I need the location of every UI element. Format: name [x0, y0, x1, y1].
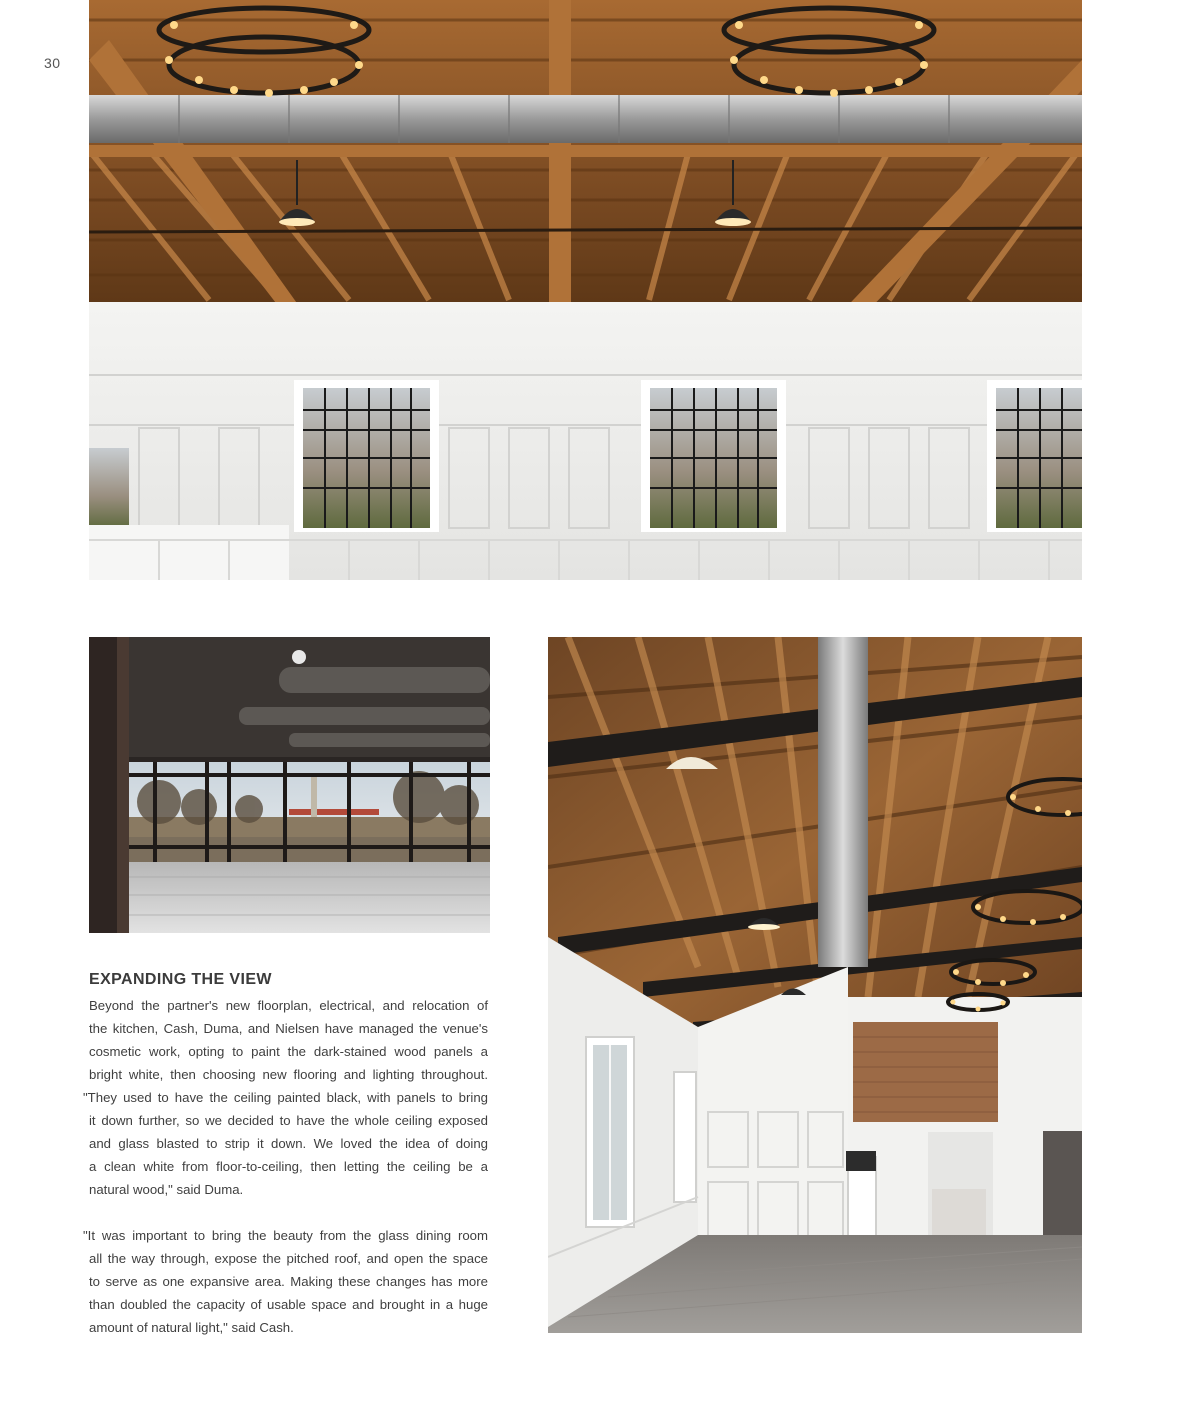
paragraph-line: it down further, so we decided to have the whole ceiling exposed: [89, 1113, 488, 1128]
paragraph-line: "They used to have the ceiling painted black, with panels to bring: [83, 1090, 488, 1105]
paragraph-line: than doubled the capacity of usable space and brought in a huge: [89, 1297, 488, 1312]
glass-dining-room-photo: [89, 637, 490, 933]
paragraph-line: Beyond the partner's new floorplan, electrical, and relocation of: [89, 998, 488, 1013]
article-paragraph-1: [83, 994, 488, 1201]
paragraph-line: bright white, then choosing new flooring and lighting throughout.: [89, 1067, 488, 1082]
paragraph-line: a clean white from floor-to-ceiling, then letting the ceiling be a: [89, 1159, 488, 1174]
article-paragraph-2: [83, 1224, 488, 1339]
paragraph-line: the kitchen, Cash, Duma, and Nielsen have managed the venue's: [89, 1021, 488, 1036]
pitched-roof-hall-photo: [548, 637, 1082, 1333]
paragraph-line: "It was important to bring the beauty from the glass dining room: [83, 1228, 488, 1243]
page-number: 30: [44, 55, 61, 71]
paragraph-line: all the way through, expose the pitched roof, and open the space: [89, 1251, 488, 1266]
paragraph-line: cosmetic work, opting to paint the dark-stained wood panels a: [89, 1044, 488, 1059]
wood-ceiling-chandeliers-photo: [89, 0, 1082, 580]
paragraph-line: natural wood," said Duma.: [89, 1182, 244, 1197]
article-heading: EXPANDING THE VIEW: [89, 971, 272, 988]
paragraph-line: to serve as one expansive area. Making these changes has more: [89, 1274, 488, 1289]
paragraph-line: amount of natural light," said Cash.: [89, 1320, 294, 1335]
paragraph-line: and glass blasted to strip it down. We loved the idea of doing: [89, 1136, 488, 1151]
